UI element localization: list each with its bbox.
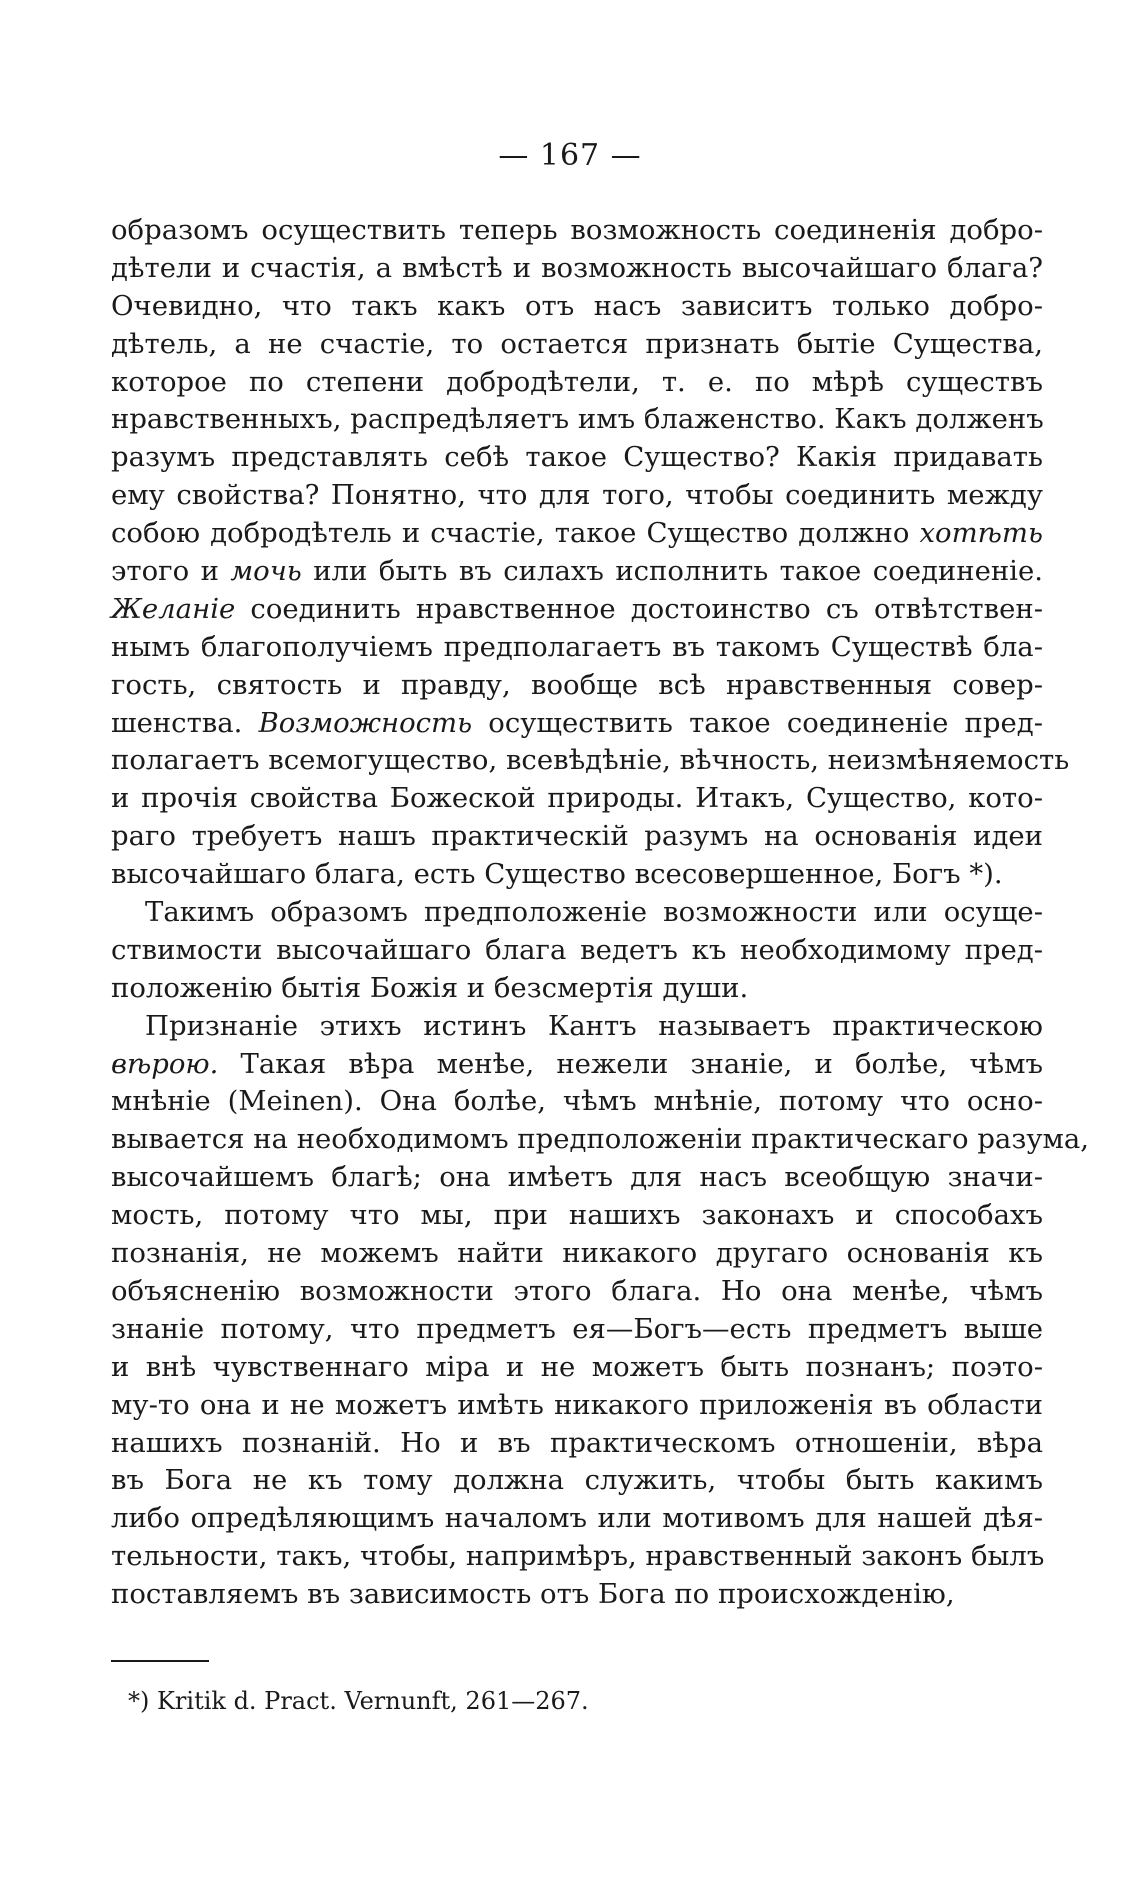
text-line <box>111 364 1043 402</box>
text-segment: разумъ представлять себѣ такое Существо? Какія придавать <box>111 441 1043 474</box>
text-segment: нравственныхъ, распредѣляетъ имъ блаженство. Какъ долженъ <box>111 403 1044 436</box>
text-line <box>111 1576 1043 1614</box>
emphasized-term: хотѣть <box>919 517 1043 550</box>
text-line <box>111 1538 1043 1576</box>
text-segment: мость, потому что мы, при нашихъ законахъ и способахъ <box>111 1199 1043 1232</box>
text-line <box>111 894 1043 932</box>
text-line <box>111 1311 1043 1349</box>
text-line <box>111 629 1043 667</box>
text-line <box>111 1235 1043 1273</box>
text-segment: либо опредѣляющимъ началомъ или мотивомъ для нашей дѣя- <box>111 1502 1043 1535</box>
text-line <box>111 326 1043 364</box>
text-segment: вывается на необходимомъ предположеніи практическаго разума, <box>111 1123 1090 1156</box>
text-segment: Очевидно, что такъ какъ отъ насъ зависитъ только добро- <box>111 289 1043 322</box>
emphasized-term: вѣрою. <box>111 1047 219 1080</box>
text-segment: полагаетъ всемогущество, всевѣдѣніе, вѣчность, неизмѣняемость <box>111 744 1070 777</box>
text-segment: дѣтели и счастія, а вмѣстѣ и возможность высочайшаго блага? <box>111 251 1043 284</box>
text-line <box>111 250 1043 288</box>
text-line <box>111 1425 1043 1463</box>
text-line <box>111 1159 1043 1197</box>
text-segment: этого и <box>111 555 231 588</box>
text-segment: Такая вѣра менѣе, нежели знаніе, и болѣе, чѣмъ <box>218 1047 1043 1080</box>
text-segment: объясненію возможности этого блага. Но она менѣе, чѣмъ <box>111 1274 1043 1307</box>
text-segment: и прочія свойства Божеской природы. Итакъ, Существо, кото- <box>111 782 1043 815</box>
text-segment: осуществить такое соединеніе пред- <box>472 706 1043 739</box>
text-segment: ему свойства? Понятно, что для того, чтобы соединить между <box>111 479 1043 512</box>
text-segment: Такимъ образомъ предположеніе возможности или осуще- <box>145 896 1043 929</box>
text-line <box>111 1197 1043 1235</box>
text-line <box>111 1500 1043 1538</box>
text-line <box>111 439 1043 477</box>
text-segment: познанія, не можемъ найти никакого другаго основанія къ <box>111 1237 1043 1270</box>
text-segment: которое по степени добродѣтели, т. е. по мѣрѣ существъ <box>111 365 1043 398</box>
footnote-separator <box>111 1660 209 1662</box>
text-segment: высочайшаго блага, есть Существо всесовершенное, Богъ *). <box>111 858 1003 891</box>
text-line <box>111 553 1043 591</box>
text-segment: поставляемъ въ зависимость отъ Бога по происхожденію, <box>111 1578 955 1611</box>
emphasized-term: Возможность <box>258 706 473 739</box>
text-segment: образомъ осуществить теперь возможность соединенія добро- <box>111 214 1043 246</box>
text-segment: или быть въ силахъ исполнить такое соединеніе. <box>301 555 1043 588</box>
text-line <box>111 288 1043 326</box>
text-segment: положенію бытія Божія и безсмертія души. <box>111 971 749 1004</box>
text-line <box>111 1387 1043 1425</box>
text-segment: шенства. <box>111 706 259 739</box>
emphasized-term: Желаніе <box>111 592 236 625</box>
text-segment: знаніе потому, что предметъ ея—Богъ—есть предметъ выше <box>111 1312 1043 1345</box>
text-line <box>111 780 1043 818</box>
text-segment: дѣтель, а не счастіе, то остается признать бытіе Существа, <box>111 327 1043 360</box>
text-segment: собою добродѣтель и счастіе, такое Существо должно <box>111 517 920 550</box>
page-number: — 167 — <box>498 138 642 173</box>
text-line <box>111 1008 1043 1046</box>
text-segment: гость, святость и правду, вообще всѣ нравственныя совер- <box>111 668 1043 701</box>
text-segment: въ Бога не къ тому должна служить, чтобы быть какимъ <box>111 1464 1043 1497</box>
text-line <box>111 1121 1090 1159</box>
text-line <box>111 401 1043 439</box>
text-line <box>111 742 1070 780</box>
text-line <box>111 1273 1043 1311</box>
emphasized-term: мочь <box>230 555 302 588</box>
text-line <box>111 1349 1043 1387</box>
footnote: *) Kritik d. Pract. Vernunft, 261—267. <box>128 1687 589 1715</box>
text-line <box>111 818 1043 856</box>
text-segment: Признаніе этихъ истинъ Кантъ называетъ практическою <box>145 1009 1043 1042</box>
text-segment: му-то она и не можетъ имѣть никакого приложенія въ области <box>111 1388 1043 1421</box>
text-line <box>111 515 1043 553</box>
text-line <box>111 932 1043 970</box>
text-segment: и внѣ чувственнаго міра и не можетъ быть познанъ; поэто- <box>111 1350 1043 1383</box>
text-segment: нашихъ познаній. Но и въ практическомъ отношеніи, вѣра <box>111 1426 1043 1459</box>
text-line <box>111 970 1043 1008</box>
text-segment: высочайшемъ благѣ; она имѣетъ для насъ всеобщую значи- <box>111 1161 1043 1194</box>
text-segment: тельности, такъ, чтобы, напримѣръ, нравственный законъ былъ <box>111 1540 1045 1573</box>
text-segment: мнѣніе (Meinen). Она болѣе, чѣмъ мнѣніе, потому что осно- <box>111 1085 1043 1118</box>
text-line <box>111 591 1043 629</box>
text-line <box>111 1046 1043 1084</box>
text-segment: соединить нравственное достоинство съ отвѣтствен- <box>235 592 1043 625</box>
body-text <box>111 212 1090 1614</box>
text-line <box>111 477 1043 515</box>
text-segment: ствимости высочайшаго блага ведетъ къ необходимому пред- <box>111 933 1043 966</box>
text-line <box>111 667 1043 705</box>
text-line <box>111 1083 1043 1121</box>
text-line <box>111 856 1043 894</box>
text-segment: нымъ благополучіемъ предполагаетъ въ такомъ Существѣ бла- <box>111 630 1043 663</box>
text-line <box>111 1462 1043 1500</box>
text-segment: раго требуетъ нашъ практическій разумъ на основанія идеи <box>111 820 1043 853</box>
text-line <box>111 212 1043 250</box>
text-line <box>111 705 1043 743</box>
